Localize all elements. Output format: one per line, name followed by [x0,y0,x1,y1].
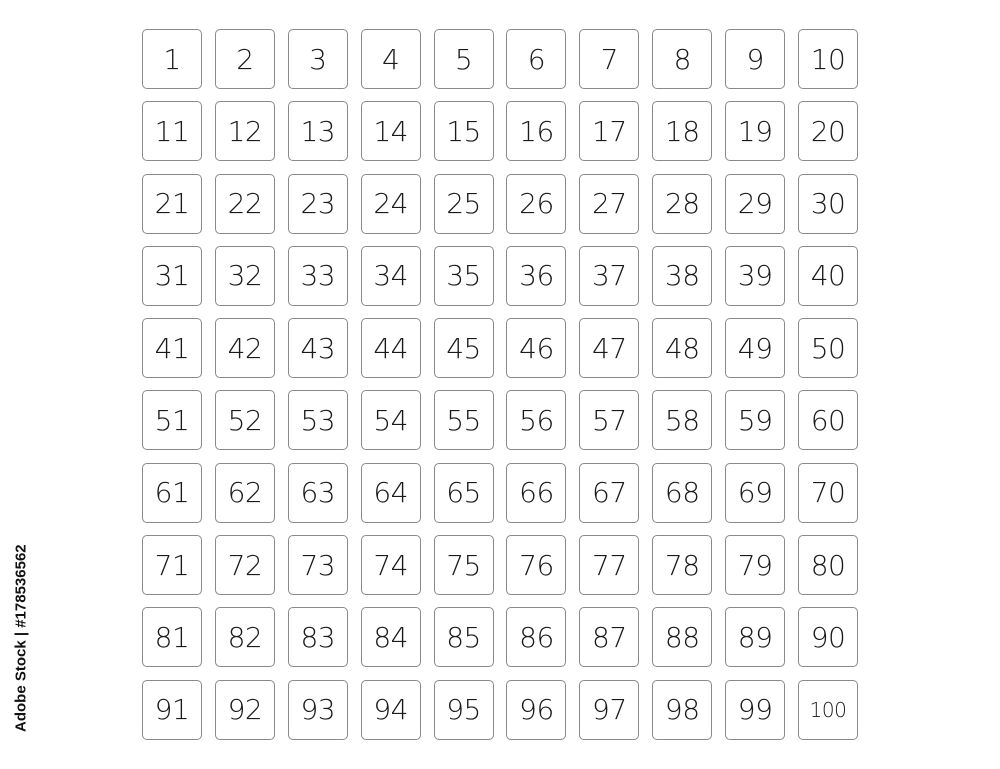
number-cell: 39 [725,246,785,306]
number-cell: 35 [434,246,494,306]
number-cell: 92 [215,680,275,740]
stock-watermark: Adobe Stock | #178536562 [12,544,30,732]
number-cell: 59 [725,390,785,450]
number-cell: 97 [579,680,639,740]
number-cell: 6 [506,29,566,89]
number-cell: 84 [361,607,421,667]
number-cell: 68 [652,463,712,523]
number-cell: 81 [142,607,202,667]
number-cell: 85 [434,607,494,667]
number-cell: 49 [725,318,785,378]
number-cell: 3 [288,29,348,89]
number-cell: 14 [361,101,421,161]
number-cell: 45 [434,318,494,378]
number-cell: 7 [579,29,639,89]
number-cell: 32 [215,246,275,306]
number-cell: 9 [725,29,785,89]
number-cell: 89 [725,607,785,667]
number-cell: 36 [506,246,566,306]
number-cell: 58 [652,390,712,450]
number-cell: 78 [652,535,712,595]
number-cell: 27 [579,174,639,234]
number-cell: 87 [579,607,639,667]
number-cell: 54 [361,390,421,450]
number-cell: 31 [142,246,202,306]
number-cell: 43 [288,318,348,378]
number-cell: 65 [434,463,494,523]
number-cell: 4 [361,29,421,89]
number-cell: 55 [434,390,494,450]
number-cell: 83 [288,607,348,667]
number-cell: 80 [798,535,858,595]
number-cell: 47 [579,318,639,378]
number-cell: 90 [798,607,858,667]
number-cell: 56 [506,390,566,450]
number-cell: 52 [215,390,275,450]
number-cell: 95 [434,680,494,740]
number-grid [142,29,858,740]
number-cell: 8 [652,29,712,89]
number-cell: 30 [798,174,858,234]
number-cell: 18 [652,101,712,161]
number-cell: 34 [361,246,421,306]
number-cell: 93 [288,680,348,740]
number-cell: 86 [506,607,566,667]
number-cell: 50 [798,318,858,378]
number-cell: 91 [142,680,202,740]
number-cell: 66 [506,463,566,523]
number-cell: 13 [288,101,348,161]
number-cell: 60 [798,390,858,450]
number-cell: 21 [142,174,202,234]
number-cell: 63 [288,463,348,523]
number-cell: 46 [506,318,566,378]
number-cell: 98 [652,680,712,740]
number-cell: 70 [798,463,858,523]
number-cell: 25 [434,174,494,234]
number-cell: 48 [652,318,712,378]
number-cell: 22 [215,174,275,234]
number-cell: 23 [288,174,348,234]
number-cell: 28 [652,174,712,234]
number-cell: 62 [215,463,275,523]
number-cell: 20 [798,101,858,161]
number-cell: 16 [506,101,566,161]
number-cell: 44 [361,318,421,378]
number-cell: 75 [434,535,494,595]
number-cell: 82 [215,607,275,667]
number-cell: 69 [725,463,785,523]
number-cell: 17 [579,101,639,161]
number-cell: 67 [579,463,639,523]
number-cell: 88 [652,607,712,667]
number-cell: 5 [434,29,494,89]
number-cell: 99 [725,680,785,740]
number-cell: 100 [798,680,858,740]
number-cell: 10 [798,29,858,89]
number-cell: 96 [506,680,566,740]
number-cell: 12 [215,101,275,161]
number-cell: 73 [288,535,348,595]
number-cell: 41 [142,318,202,378]
number-cell: 15 [434,101,494,161]
number-cell: 74 [361,535,421,595]
number-cell: 2 [215,29,275,89]
number-cell: 11 [142,101,202,161]
number-cell: 19 [725,101,785,161]
number-cell: 77 [579,535,639,595]
number-cell: 79 [725,535,785,595]
number-cell: 72 [215,535,275,595]
number-cell: 57 [579,390,639,450]
number-cell: 42 [215,318,275,378]
number-cell: 33 [288,246,348,306]
number-cell: 53 [288,390,348,450]
number-cell: 71 [142,535,202,595]
number-cell: 26 [506,174,566,234]
number-cell: 37 [579,246,639,306]
number-cell: 38 [652,246,712,306]
number-cell: 1 [142,29,202,89]
number-cell: 40 [798,246,858,306]
number-cell: 64 [361,463,421,523]
number-cell: 76 [506,535,566,595]
number-cell: 51 [142,390,202,450]
number-cell: 61 [142,463,202,523]
number-cell: 94 [361,680,421,740]
number-cell: 24 [361,174,421,234]
number-cell: 29 [725,174,785,234]
